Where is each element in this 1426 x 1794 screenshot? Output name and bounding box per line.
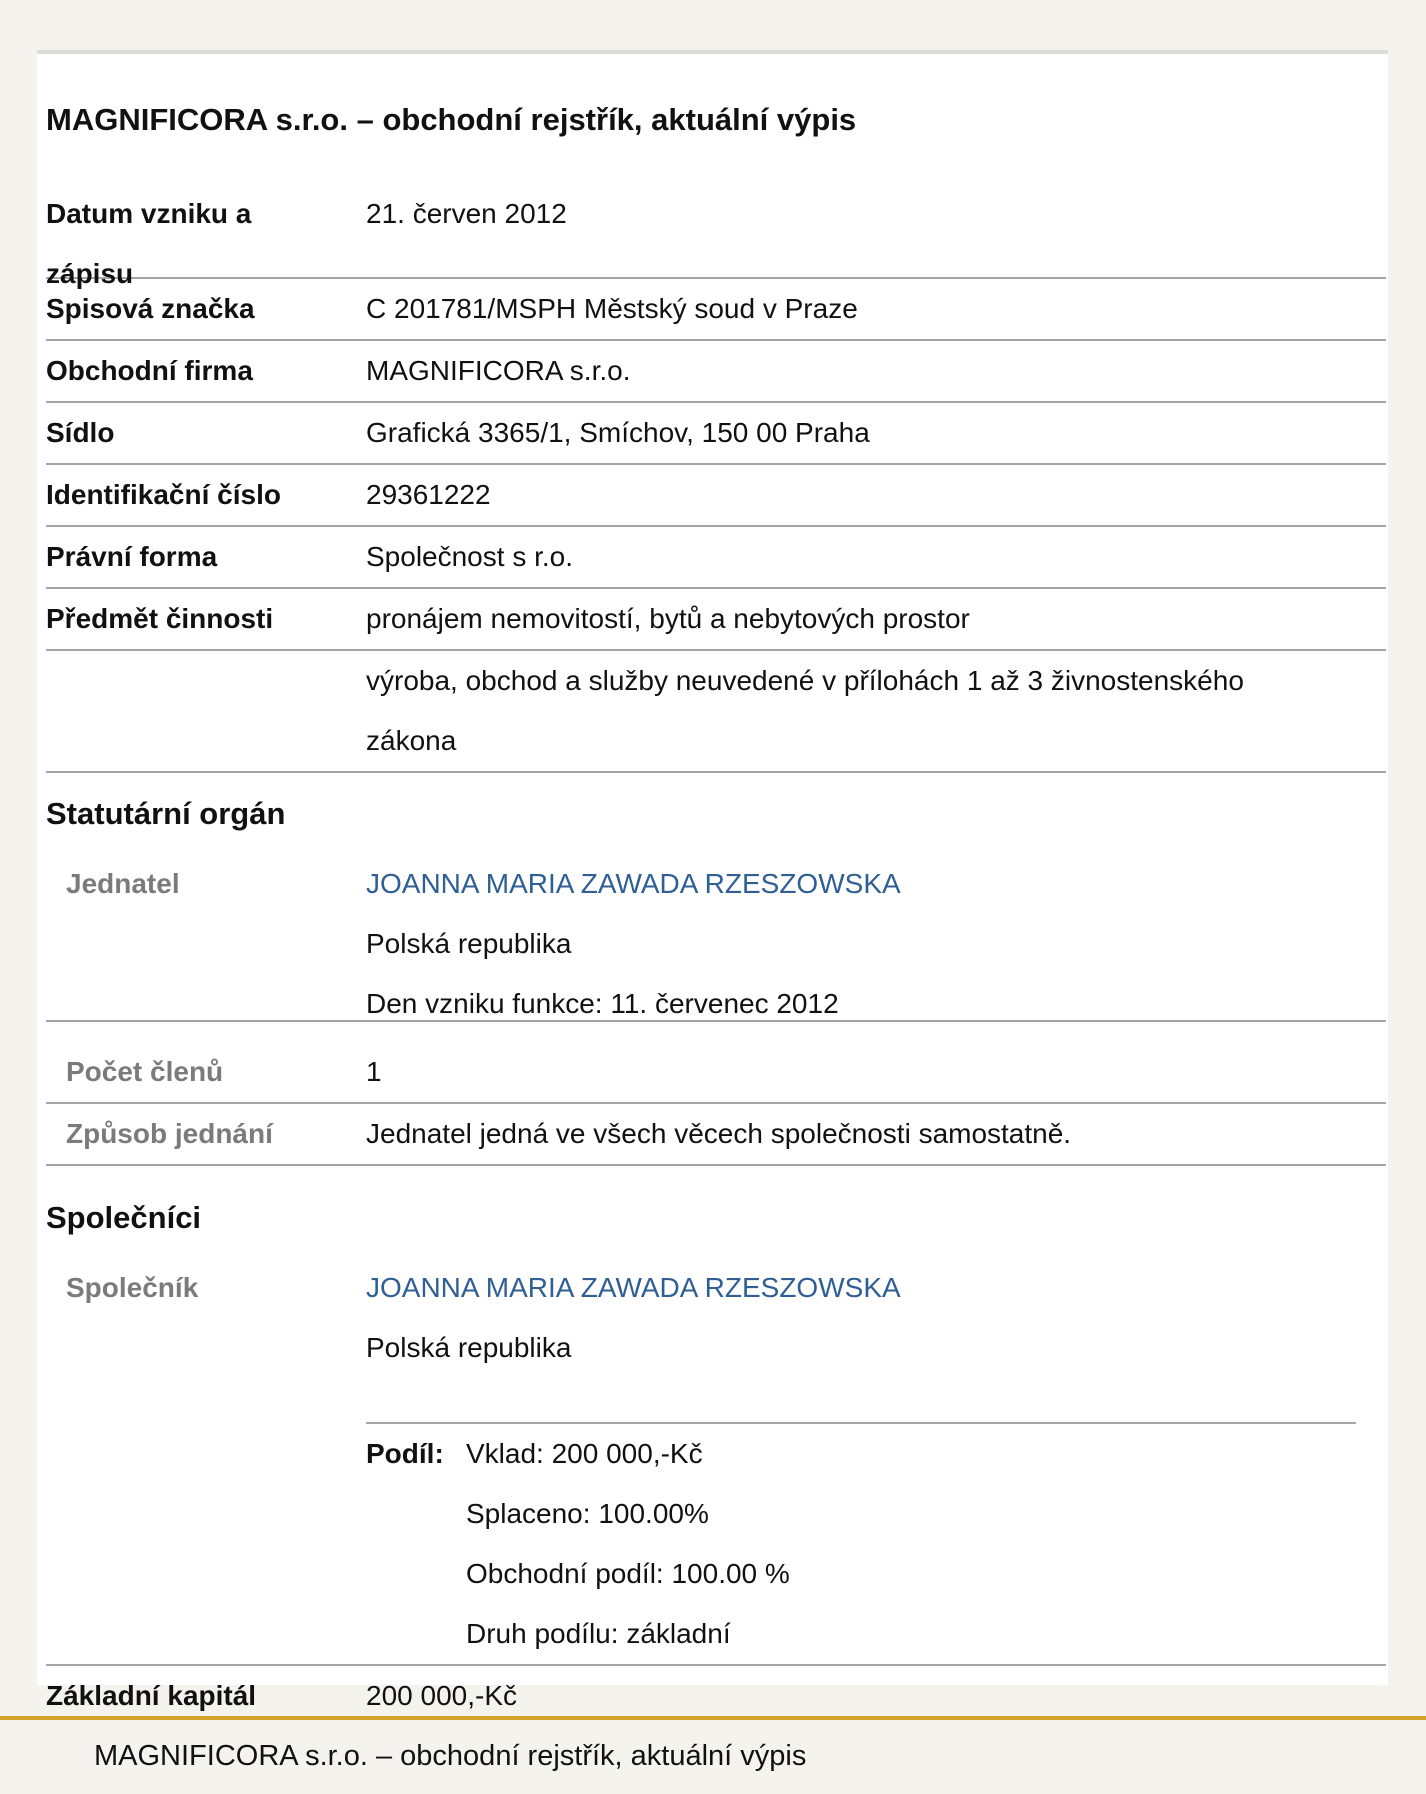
spolecnik-name-link[interactable]: JOANNA MARIA ZAWADA RZESZOWSKA [366, 1272, 901, 1303]
value-pocet-clenu: 1 [366, 1056, 382, 1087]
spolecnik-country: Polská republika [366, 1332, 572, 1363]
value-predmet-cinnosti-2b: zákona [366, 725, 457, 756]
label-podil: Podíl: [366, 1438, 444, 1469]
label-datum-vzniku-1: Datum vzniku a [46, 198, 252, 229]
podil-obchodni: Obchodní podíl: 100.00 % [466, 1558, 790, 1589]
register-panel [37, 50, 1388, 1711]
row-identifikacni-cislo [46, 465, 1386, 527]
value-predmet-cinnosti-1: pronájem nemovitostí, bytů a nebytových prostor [366, 603, 970, 634]
podil-splaceno: Splaceno: 100.00% [466, 1498, 709, 1529]
label-jednatel: Jednatel [66, 868, 180, 899]
section-statutarni-organ: Statutární orgán [46, 796, 286, 831]
row-obchodni-firma [46, 341, 1386, 403]
label-identifikacni-cislo: Identifikační číslo [46, 479, 281, 510]
footer-text: MAGNIFICORA s.r.o. – obchodní rejstřík, aktuální výpis [94, 1740, 807, 1772]
footer [0, 1716, 1426, 1794]
podil-vklad: Vklad: 200 000,-Kč [466, 1438, 703, 1469]
section-spolecnici: Společníci [46, 1200, 202, 1235]
row-spolecnik [46, 1238, 1386, 1666]
label-pocet-clenu: Počet členů [66, 1056, 224, 1087]
value-zakladni-kapital: 200 000,-Kč [366, 1680, 517, 1711]
value-zpusob-jednani: Jednatel jedná ve všech věcech společnosti samostatně. [366, 1118, 1072, 1149]
jednatel-name-link[interactable]: JOANNA MARIA ZAWADA RZESZOWSKA [366, 868, 901, 899]
value-pravni-forma: Společnost s r.o. [366, 541, 574, 572]
label-zakladni-kapital: Základní kapitál [46, 1680, 257, 1711]
value-predmet-cinnosti-2a: výroba, obchod a služby neuvedené v přílohách 1 až 3 živnostenského [366, 665, 1244, 696]
value-identifikacni-cislo: 29361222 [366, 479, 491, 510]
jednatel-country: Polská republika [366, 928, 572, 959]
label-zpusob-jednani: Způsob jednání [66, 1118, 273, 1149]
jednatel-since: Den vzniku funkce: 11. červenec 2012 [366, 988, 839, 1019]
row-predmet-cinnosti [46, 589, 1386, 651]
row-pocet-clenu [46, 1022, 1386, 1104]
value-datum-vzniku: 21. červen 2012 [366, 198, 567, 229]
row-zpusob-jednani [46, 1104, 1386, 1166]
label-obchodni-firma: Obchodní firma [46, 355, 253, 386]
podil-druh: Druh podílu: základní [466, 1618, 731, 1649]
row-spisova-znacka [46, 279, 1386, 341]
label-spisova-znacka: Spisová značka [46, 293, 255, 324]
value-obchodni-firma: MAGNIFICORA s.r.o. [366, 355, 631, 386]
label-spolecnik: Společník [66, 1272, 199, 1303]
row-sidlo [46, 403, 1386, 465]
row-datum-vzniku [46, 184, 1386, 289]
label-datum-vzniku-2: zápisu [46, 258, 134, 289]
row-predmet-cinnosti-2 [46, 651, 1386, 773]
value-sidlo: Grafická 3365/1, Smíchov, 150 00 Praha [366, 417, 870, 448]
value-spisova-znacka: C 201781/MSPH Městský soud v Praze [366, 293, 858, 324]
label-sidlo: Sídlo [46, 417, 115, 448]
label-pravni-forma: Právní forma [46, 541, 218, 572]
row-jednatel [46, 834, 1386, 1022]
label-predmet-cinnosti: Předmět činnosti [46, 603, 274, 634]
page-title: MAGNIFICORA s.r.o. – obchodní rejstřík, aktuální výpis [46, 102, 857, 137]
row-pravni-forma [46, 527, 1386, 589]
